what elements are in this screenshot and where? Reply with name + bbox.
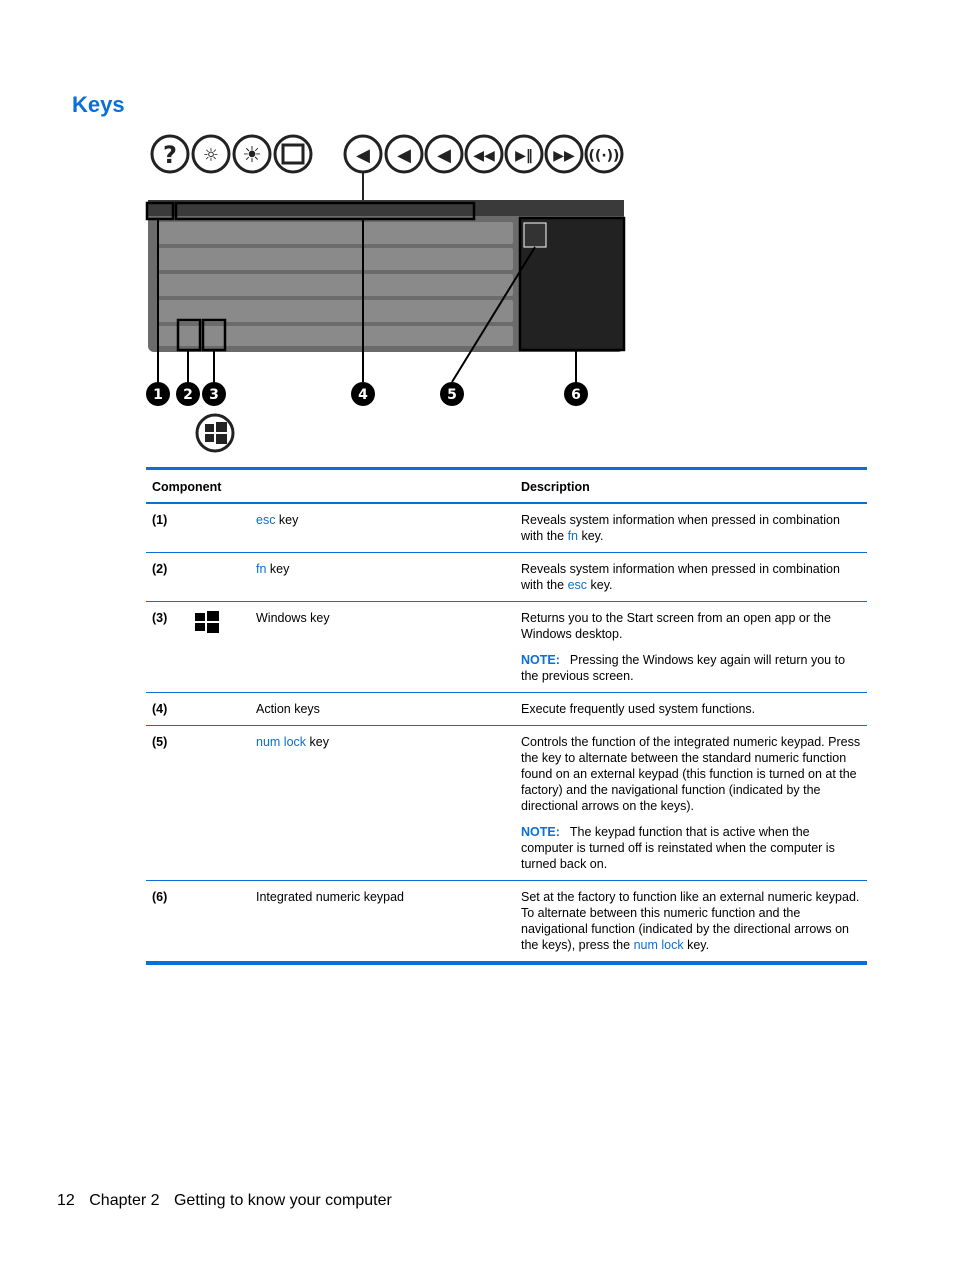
svg-text:◀: ◀: [356, 145, 370, 166]
table-row: (6) Integrated numeric keypad Set at the factory to function like an external numeric keypad. To alternate between this numeric function and the navigational function (indicated by the directional arrows on the keys), press the num lock key.: [146, 881, 867, 964]
page-title: Keys: [72, 92, 125, 117]
keyboard-illustration: [140, 128, 640, 458]
table-row: (4) Action keys Execute frequently used system functions.: [146, 693, 867, 726]
svg-text:☼: ☼: [202, 145, 220, 166]
svg-text:?: ?: [163, 141, 177, 169]
esc-link[interactable]: esc: [256, 513, 276, 527]
esc-link[interactable]: esc: [567, 578, 588, 592]
chapter-label: Chapter 2: [89, 1192, 160, 1209]
fn-link[interactable]: fn: [256, 562, 267, 576]
page-footer: [57, 1192, 402, 1210]
svg-text:◀◀: ◀◀: [473, 148, 495, 164]
header-description: Description: [521, 480, 590, 494]
table-row: (5) num lock key Controls the function of the integrated numeric keypad. Press the key to alternate between the standard numeric function found on an external keypad (this function is turned on at the factory) and the navigational function (indicated by the directional arrows on the keys). NOTE: The keypad function that is active when the computer is turned off is reinstated when the computer is turned back on.: [146, 726, 867, 881]
svg-text:((·)): ((·)): [588, 148, 620, 164]
windows-logo-icon: [197, 415, 233, 451]
note-label: NOTE:: [521, 825, 560, 839]
note-label: NOTE:: [521, 653, 560, 667]
callout-2: 2: [183, 387, 193, 403]
table-row: (3) Windows key Returns you to the Start screen from an open app or the Windows desktop. NOTE: Pressing the Windows key again will return you to the previous screen.: [146, 602, 867, 693]
num-lock-link[interactable]: num lock: [256, 735, 307, 749]
table-row: (1) esc key Reveals system information when pressed in combination with the fn key.: [146, 503, 867, 553]
svg-text:☀: ☀: [242, 143, 262, 168]
fn-link[interactable]: fn: [567, 529, 578, 543]
chapter-title: Getting to know your computer: [173, 1192, 392, 1209]
callout-5: 5: [447, 387, 457, 403]
svg-text:◀: ◀: [397, 145, 411, 166]
page-number: 12: [57, 1192, 75, 1209]
svg-text:◀: ◀: [437, 145, 451, 166]
table-row: (2) fn key Reveals system information when pressed in combination with the esc key.: [146, 553, 867, 602]
keys-table: [146, 467, 867, 965]
callout-4: 4: [358, 387, 368, 403]
svg-text:▶‖: ▶‖: [515, 148, 533, 164]
windows-logo-icon: [194, 610, 220, 634]
svg-text:▶▶: ▶▶: [553, 148, 575, 164]
callout-1: 1: [153, 387, 163, 403]
header-component: Component: [152, 480, 222, 494]
action-key-icons: [152, 136, 622, 172]
callout-6: 6: [571, 387, 581, 403]
callout-3: 3: [209, 387, 219, 403]
num-lock-link[interactable]: num lock: [633, 938, 684, 952]
